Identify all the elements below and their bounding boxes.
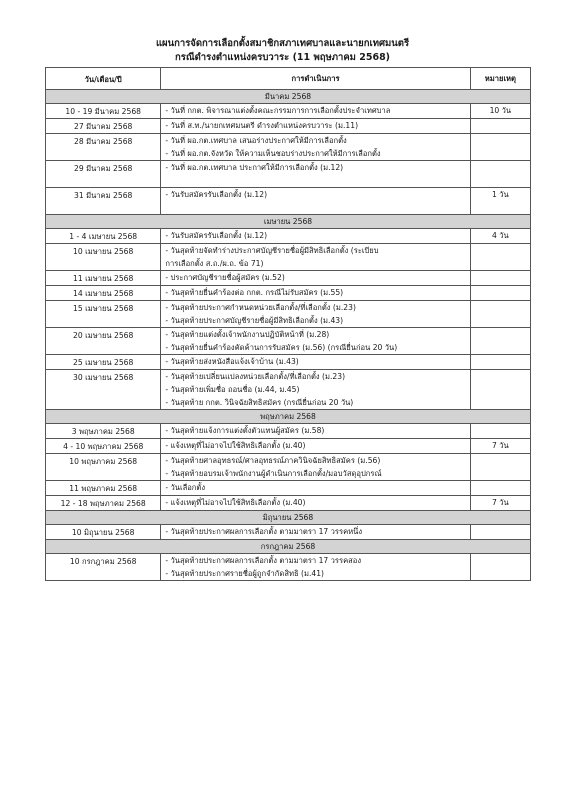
activity-line: - วันเลือกตั้ง	[165, 483, 206, 492]
row-date: 4 - 10 พฤษภาคม 2568	[46, 439, 161, 454]
month-row	[46, 540, 531, 554]
activity-line: - แจ้งเหตุที่ไม่อาจไปใช้สิทธิเลือกตั้ง (ม.40)	[165, 498, 306, 507]
month-label: มีนาคม 2568	[46, 90, 531, 104]
activity-line: - วันสุดท้ายศาลอุทธรณ์/ศาลอุทธรณ์ภาควินิจฉัยสิทธิสมัคร (ม.56)	[165, 456, 381, 465]
activity-line: - วันสุดท้ายประกาศผลการเลือกตั้ง ตามมาตรา 17 วรรคหนึ่ง	[165, 527, 363, 536]
activity-line: - วันสุดท้ายแจ้งการแต่งตั้งตัวแทนผู้สมัคร (ม.58)	[165, 426, 325, 435]
schedule-row	[46, 454, 531, 481]
row-note	[470, 328, 530, 355]
row-note: 4 วัน	[470, 229, 530, 244]
month-row	[46, 90, 531, 104]
row-activity	[161, 119, 470, 134]
schedule-row	[46, 104, 531, 119]
row-activity	[161, 229, 470, 244]
activity-line: - วันที่ ผอ.กต.จังหวัด ให้ความเห็นชอบร่างประกาศให้มีการเลือกตั้ง	[165, 149, 381, 158]
row-date: 12 - 18 พฤษภาคม 2568	[46, 496, 161, 511]
month-row	[46, 511, 531, 525]
activity-line: - แจ้งเหตุที่ไม่อาจไปใช้สิทธิเลือกตั้ง (ม.40)	[165, 441, 306, 450]
schedule-row	[46, 554, 531, 581]
row-date: 11 พฤษภาคม 2568	[46, 481, 161, 496]
schedule-row	[46, 134, 531, 161]
schedule-row	[46, 481, 531, 496]
row-date: 10 มิถุนายน 2568	[46, 525, 161, 540]
header-activity: การดำเนินการ	[161, 68, 470, 90]
row-note	[470, 161, 530, 188]
month-row	[46, 215, 531, 229]
schedule-row	[46, 271, 531, 286]
activity-line: - วันสุดท้ายส่งหนังสือแจ้งเจ้าบ้าน (ม.43)	[165, 357, 299, 366]
activity-line: - วันรับสมัครรับเลือกตั้ง (ม.12)	[165, 190, 268, 199]
row-activity	[161, 439, 470, 454]
schedule-row	[46, 244, 531, 271]
schedule-row	[46, 188, 531, 215]
row-note	[470, 355, 530, 370]
activity-line: - วันสุดท้ายยื่นคำร้องต่อ กกต. กรณีไม่รับสมัคร (ม.55)	[165, 288, 344, 297]
document-subtitle: กรณีดำรงตำแหน่งครบวาระ (11 พฤษภาคม 2568)	[174, 52, 391, 63]
activity-line: การเลือกตั้ง ส.ถ./ผ.ถ. ข้อ 71)	[165, 259, 264, 268]
row-note	[470, 301, 530, 328]
schedule-row	[46, 439, 531, 454]
schedule-row	[46, 286, 531, 301]
row-note	[470, 424, 530, 439]
row-date: 29 มีนาคม 2568	[46, 161, 161, 188]
month-label: มิถุนายน 2568	[46, 511, 531, 525]
activity-line	[165, 201, 465, 214]
row-activity	[161, 454, 470, 481]
row-date: 15 เมษายน 2568	[46, 301, 161, 328]
activity-line: - วันสุดท้ายประกาศบัญชีรายชื่อผู้มีสิทธิเลือกตั้ง (ม.43)	[165, 316, 344, 325]
activity-line: - วันรับสมัครรับเลือกตั้ง (ม.12)	[165, 231, 268, 240]
row-note	[470, 134, 530, 161]
row-activity	[161, 244, 470, 271]
row-note	[470, 244, 530, 271]
activity-line: - วันสุดท้ายประกาศรายชื่อผู้ถูกจำกัดสิทธิ (ม.41)	[165, 569, 325, 578]
row-note: 1 วัน	[470, 188, 530, 215]
row-note: 10 วัน	[470, 104, 530, 119]
row-note: 7 วัน	[470, 496, 530, 511]
row-activity	[161, 271, 470, 286]
activity-line: - ประกาศบัญชีรายชื่อผู้สมัคร (ม.52)	[165, 273, 285, 282]
row-activity	[161, 328, 470, 355]
activity-line: - วันที่ ผอ.กต.เทศบาล ประกาศให้มีการเลือกตั้ง (ม.12)	[165, 163, 344, 172]
row-activity	[161, 424, 470, 439]
row-activity	[161, 188, 470, 215]
row-date: 3 พฤษภาคม 2568	[46, 424, 161, 439]
activity-line: - วันสุดท้ายอบรมเจ้าพนักงานผู้ดำเนินการเลือกตั้ง/มอบวัสดุอุปกรณ์	[165, 469, 382, 478]
schedule-row	[46, 355, 531, 370]
activity-line: - วันสุดท้ายเพิ่มชื่อ ถอนชื่อ (ม.44, ม.45)	[165, 385, 300, 394]
schedule-row	[46, 525, 531, 540]
activity-line: - วันสุดท้ายประกาศผลการเลือกตั้ง ตามมาตรา 17 วรรคสอง	[165, 556, 362, 565]
schedule-row	[46, 370, 531, 410]
row-note	[470, 481, 530, 496]
row-date: 28 มีนาคม 2568	[46, 134, 161, 161]
schedule-row	[46, 424, 531, 439]
row-activity	[161, 370, 470, 410]
header-note: หมายเหตุ	[470, 68, 530, 90]
row-date: 10 พฤษภาคม 2568	[46, 454, 161, 481]
row-date: 20 เมษายน 2568	[46, 328, 161, 355]
row-date: 11 เมษายน 2568	[46, 271, 161, 286]
month-row	[46, 410, 531, 424]
activity-line: - วันสุดท้ายจัดทำร่างประกาศบัญชีรายชื่อผู้มีสิทธิเลือกตั้ง (ระเบียบ	[165, 246, 379, 255]
schedule-row	[46, 119, 531, 134]
row-note	[470, 554, 530, 581]
document-title: แผนการจัดการเลือกตั้งสมาชิกสภาเทศบาลและนายกเทศมนตรี	[155, 38, 410, 49]
row-activity	[161, 301, 470, 328]
activity-line	[165, 174, 465, 187]
row-note	[470, 271, 530, 286]
row-date: 10 - 19 มีนาคม 2568	[46, 104, 161, 119]
activity-line: - วันที่ กกต. พิจารณาแต่งตั้งคณะกรรมการการเลือกตั้งประจำเทศบาล	[165, 106, 391, 115]
activity-line: - วันที่ ส.ท./นายกเทศมนตรี ดำรงตำแหน่งครบวาระ (ม.11)	[165, 121, 359, 130]
row-note	[470, 454, 530, 481]
month-label: พฤษภาคม 2568	[46, 410, 531, 424]
row-activity	[161, 481, 470, 496]
row-note	[470, 370, 530, 410]
row-date: 10 กรกฎาคม 2568	[46, 554, 161, 581]
row-activity	[161, 161, 470, 188]
header-date: วัน/เดือน/ปี	[46, 68, 161, 90]
row-activity	[161, 104, 470, 119]
activity-line: - วันสุดท้ายเปลี่ยนแปลงหน่วยเลือกตั้ง/ที่เลือกตั้ง (ม.23)	[165, 372, 346, 381]
row-note	[470, 119, 530, 134]
row-date: 31 มีนาคม 2568	[46, 188, 161, 215]
row-date: 27 มีนาคม 2568	[46, 119, 161, 134]
row-date: 25 เมษายน 2568	[46, 355, 161, 370]
schedule-body	[46, 90, 531, 581]
activity-line: - วันสุดท้าย กกต. วินิจฉัยสิทธิสมัคร (กรณียื่นก่อน 20 วัน)	[165, 398, 354, 407]
schedule-row	[46, 301, 531, 328]
activity-line: - วันสุดท้ายแต่งตั้งเจ้าพนักงานปฏิบัติหน้าที่ (ม.28)	[165, 330, 330, 339]
election-schedule-table	[45, 67, 531, 581]
month-label: เมษายน 2568	[46, 215, 531, 229]
activity-line: - วันที่ ผอ.กต.เทศบาล เสนอร่างประกาศให้มีการเลือกตั้ง	[165, 136, 347, 145]
row-activity	[161, 134, 470, 161]
schedule-row	[46, 328, 531, 355]
month-label: กรกฎาคม 2568	[46, 540, 531, 554]
row-date: 30 เมษายน 2568	[46, 370, 161, 410]
header-row	[46, 68, 531, 90]
row-note: 7 วัน	[470, 439, 530, 454]
row-date: 1 - 4 เมษายน 2568	[46, 229, 161, 244]
row-activity	[161, 525, 470, 540]
row-activity	[161, 554, 470, 581]
row-note	[470, 286, 530, 301]
activity-line: - วันสุดท้ายยื่นคำร้องคัดค้านการรับสมัคร (ม.56) (กรณียื่นก่อน 20 วัน)	[165, 343, 398, 352]
row-date: 10 เมษายน 2568	[46, 244, 161, 271]
row-note	[470, 525, 530, 540]
schedule-row	[46, 229, 531, 244]
schedule-row	[46, 496, 531, 511]
row-activity	[161, 496, 470, 511]
row-activity	[161, 355, 470, 370]
schedule-row	[46, 161, 531, 188]
row-activity	[161, 286, 470, 301]
row-date: 14 เมษายน 2568	[46, 286, 161, 301]
activity-line: - วันสุดท้ายประกาศกำหนดหน่วยเลือกตั้ง/ที่เลือกตั้ง (ม.23)	[165, 303, 356, 312]
